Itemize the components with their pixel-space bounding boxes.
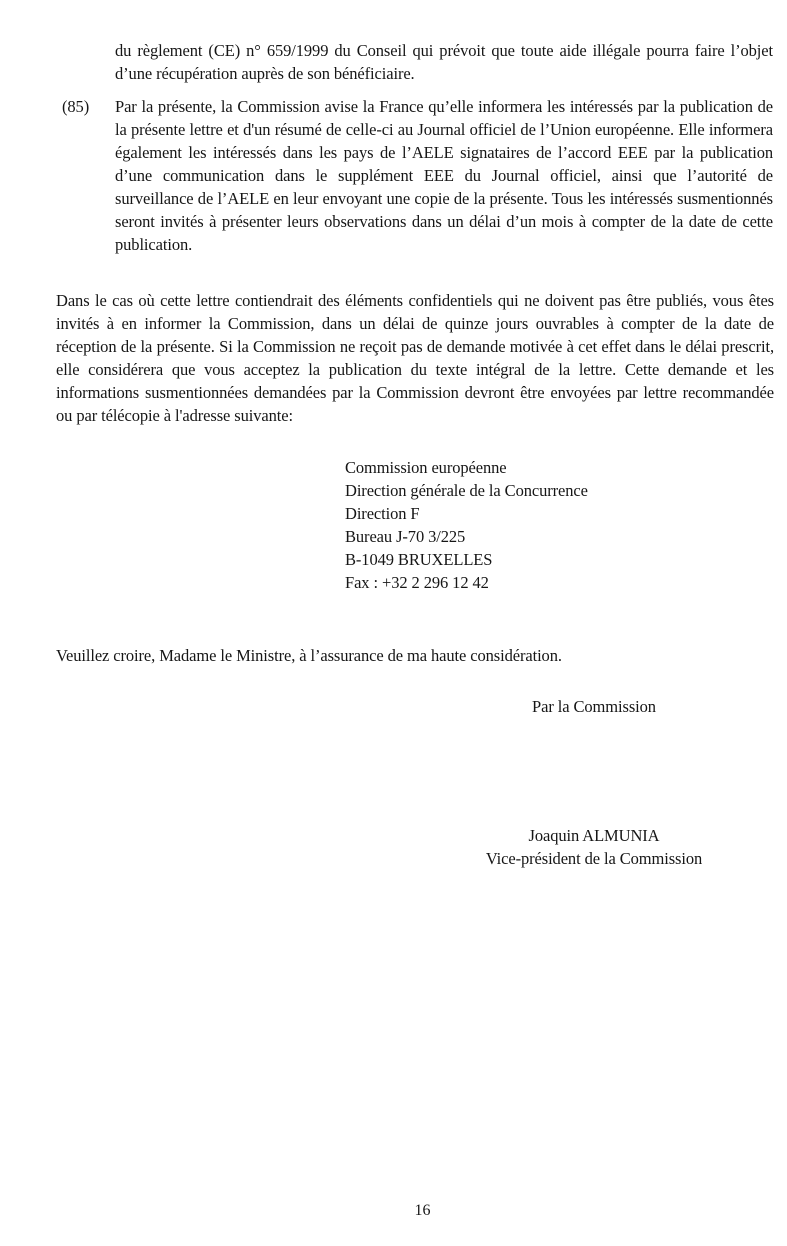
- signatory-name: Joaquin ALMUNIA: [528, 826, 660, 845]
- page-number: 16: [414, 1202, 431, 1219]
- closing-salutation: Veuillez croire, Madame le Ministre, à l’assurance de ma haute considération.: [56, 646, 562, 665]
- paragraph-confidentiality: Dans le cas où cette lettre contiendrait des éléments confidentiels qui ne doivent pas être publiés, vous êtes invités à en informer la Commission, dans un délai de quinze jours ouvrables à compter de la date de réception de la présente. Si la Commission ne reçoit pas de demande motivée à cet effet dans le délai prescrit, elle considérera que vous acceptez la publication du texte intégral de la lettre. Cette demande et les informations susmentionnées demandées par la Commission devront être envoyées par lettre recommandée ou par télécopie à l'adresse suivante:: [56, 291, 774, 425]
- address-block: [345, 456, 588, 594]
- paragraph-continuation: du règlement (CE) n° 659/1999 du Conseil qui prévoit que toute aide illégale pourra faire l’objet d’une récupération auprès de son bénéficiaire.: [115, 41, 773, 83]
- signatory-title: Vice-président de la Commission: [485, 849, 703, 868]
- address-line-organisation: Commission européenne: [345, 458, 507, 477]
- paragraph-85-number: (85): [62, 97, 90, 116]
- signature-block: [416, 824, 772, 870]
- address-line-directorate: Direction F: [345, 504, 420, 523]
- address-line-fax: Fax : +32 2 296 12 42: [345, 573, 489, 592]
- paragraph-85-text: Par la présente, la Commission avise la France qu’elle informera les intéressés par la publication de la présente lettre et d'un résumé de celle-ci au Journal officiel de l’Union européenne. Elle informera également les intéressés dans les pays de l’AELE signataires de l’accord EEE par la publication d’une communication dans le supplément EEE du Journal officiel, ainsi que l’autorité de surveillance de l’AELE en leur envoyant une copie de la présente. Tous les intéressés susmentionnés seront invités à présenter leurs observations dans un délai d’un mois à compter de la date de cette publication.: [115, 97, 773, 254]
- address-line-directorate-general: Direction générale de la Concurrence: [345, 481, 588, 500]
- address-line-office: Bureau J-70 3/225: [345, 527, 466, 546]
- address-line-city: B-1049 BRUXELLES: [345, 550, 493, 569]
- closing-by-commission: Par la Commission: [532, 697, 656, 716]
